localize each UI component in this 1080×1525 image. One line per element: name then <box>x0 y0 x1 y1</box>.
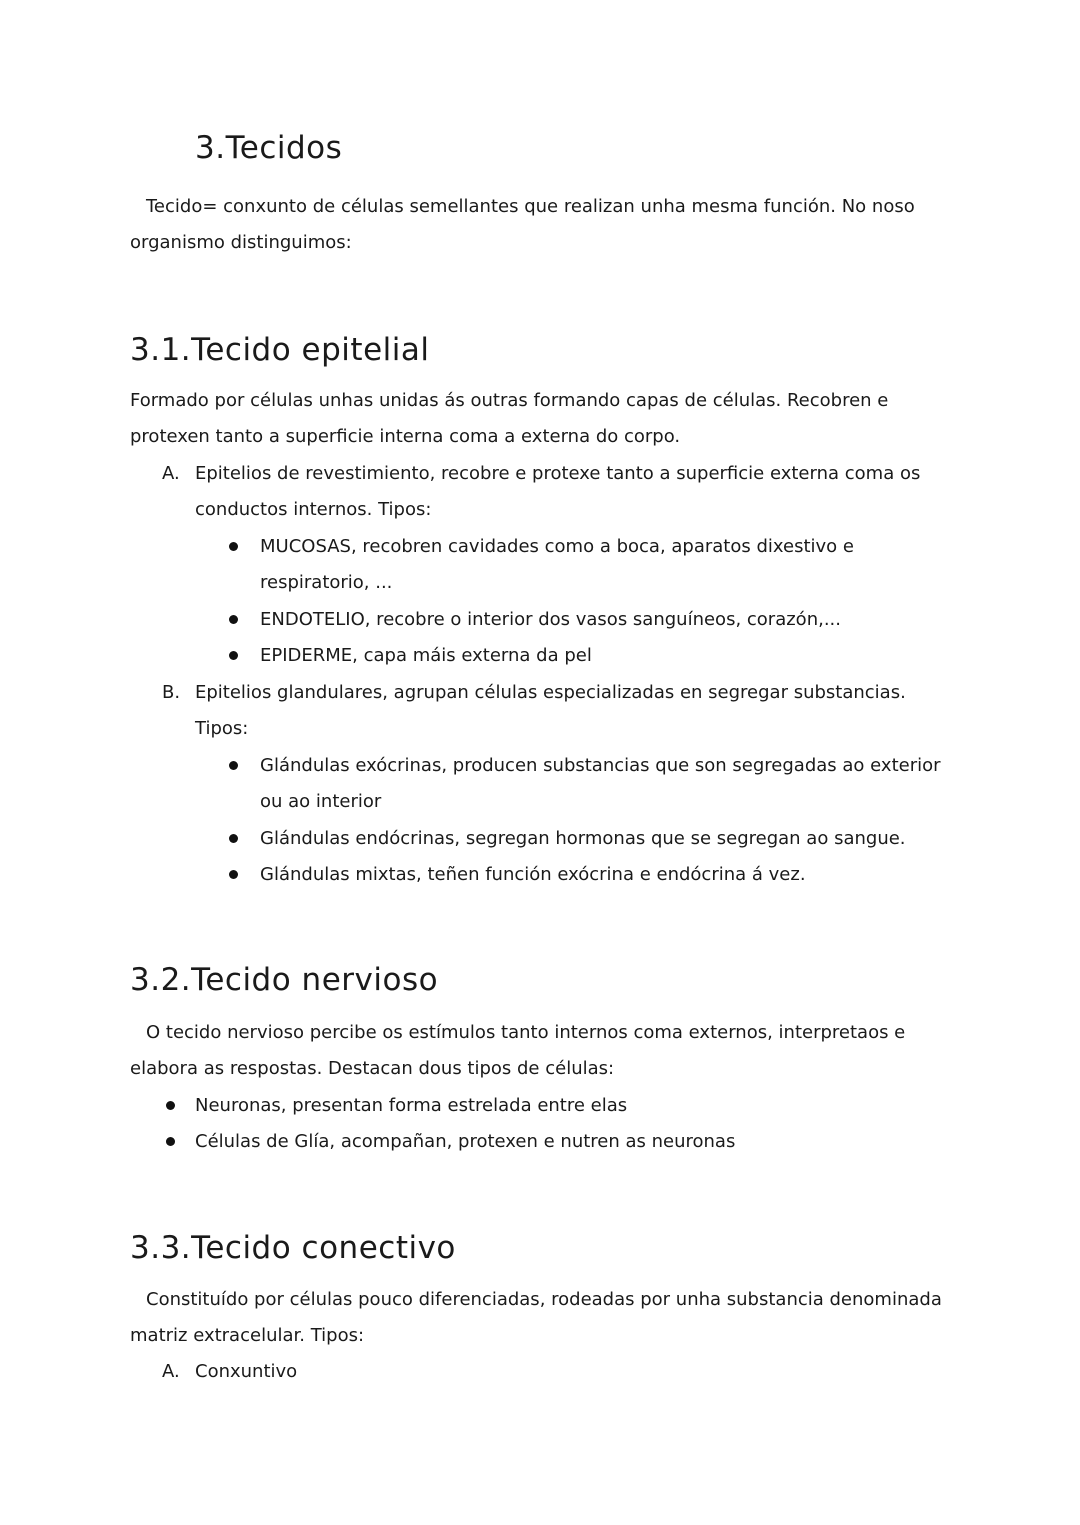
list-item-mucosas-2: respiratorio, ... <box>260 572 393 593</box>
epitelial-desc-2: protexen tanto a superficie interna coma a externa do corpo. <box>130 426 681 447</box>
conectivo-desc-1: Constituído por células pouco diferenciadas, rodeadas por unha substancia denominada <box>146 1289 942 1310</box>
page-title: 3.Tecidos <box>195 130 343 166</box>
bullet-icon <box>166 1137 175 1146</box>
list-item-exocrinas-1: Glándulas exócrinas, producen substancias que son segregadas ao exterior <box>260 755 941 776</box>
nervioso-desc-1: O tecido nervioso percibe os estímulos tanto internos coma externos, interpretaos e <box>146 1022 906 1043</box>
list-item-mucosas-1: MUCOSAS, recobren cavidades como a boca, aparatos dixestivo e <box>260 536 854 557</box>
section-title-nervioso: 3.2.Tecido nervioso <box>130 962 439 998</box>
bullet-icon <box>229 615 238 624</box>
section-title-epitelial: 3.1.Tecido epitelial <box>130 332 430 368</box>
list-item-exocrinas-2: ou ao interior <box>260 791 382 812</box>
list-marker-b: B. <box>162 682 181 703</box>
epitelial-a-line-1: Epitelios de revestimiento, recobre e protexe tanto a superficie externa coma os <box>195 463 921 484</box>
bullet-icon <box>229 834 238 843</box>
epitelial-a-line-2: conductos internos. Tipos: <box>195 499 432 520</box>
conectivo-a-label: Conxuntivo <box>195 1361 298 1382</box>
list-marker-a: A. <box>162 1361 180 1382</box>
bullet-icon <box>229 542 238 551</box>
list-item-mixtas: Glándulas mixtas, teñen función exócrina e endócrina á vez. <box>260 864 806 885</box>
list-item-endocrinas: Glándulas endócrinas, segregan hormonas que se segregan ao sangue. <box>260 828 906 849</box>
bullet-icon <box>229 761 238 770</box>
list-item-glia: Células de Glía, acompañan, protexen e nutren as neuronas <box>195 1131 736 1152</box>
section-title-conectivo: 3.3.Tecido conectivo <box>130 1230 456 1266</box>
list-item-neuronas: Neuronas, presentan forma estrelada entre elas <box>195 1095 628 1116</box>
list-item-epiderme: EPIDERME, capa máis externa da pel <box>260 645 592 666</box>
epitelial-desc-1: Formado por células unhas unidas ás outras formando capas de células. Recobren e <box>130 390 889 411</box>
intro-line-2: organismo distinguimos: <box>130 232 352 253</box>
epitelial-b-line-1: Epitelios glandulares, agrupan células especializadas en segregar substancias. <box>195 682 906 703</box>
bullet-icon <box>229 651 238 660</box>
list-item-endotelio: ENDOTELIO, recobre o interior dos vasos sanguíneos, corazón,... <box>260 609 841 630</box>
bullet-icon <box>166 1101 175 1110</box>
conectivo-desc-2: matriz extracelular. Tipos: <box>130 1325 365 1346</box>
nervioso-desc-2: elabora as respostas. Destacan dous tipos de células: <box>130 1058 615 1079</box>
intro-line-1: Tecido= conxunto de células semellantes que realizan unha mesma función. No noso <box>146 196 915 217</box>
bullet-icon <box>229 870 238 879</box>
list-marker-a: A. <box>162 463 180 484</box>
epitelial-b-line-2: Tipos: <box>195 718 249 739</box>
